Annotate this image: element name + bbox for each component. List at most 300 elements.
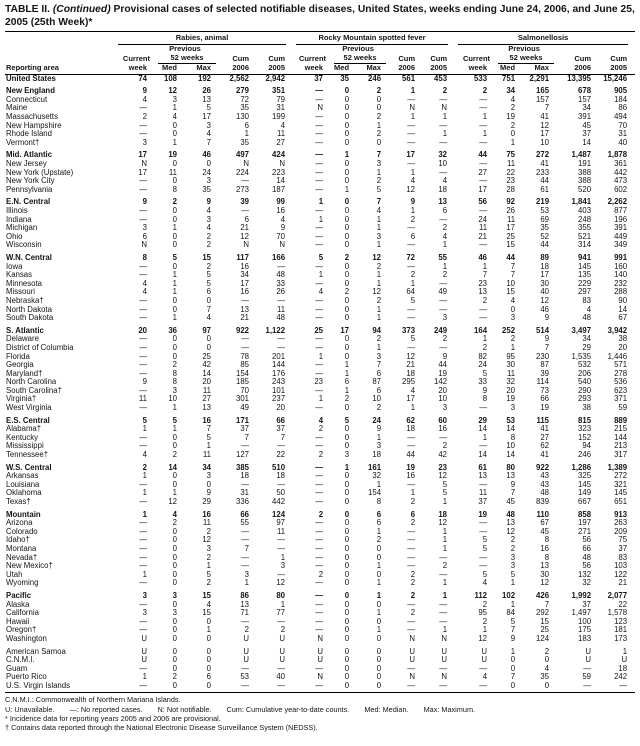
value-cell: 1,446 <box>607 351 628 361</box>
value-cell: — <box>139 351 147 361</box>
value-cell: 144 <box>272 360 286 370</box>
value-cell: — <box>315 240 324 250</box>
value-cell: 7 <box>206 304 211 314</box>
value-cell: 1 <box>510 342 516 352</box>
value-cell: 75 <box>506 150 516 160</box>
cum-label: Cum <box>232 54 249 64</box>
value-cell: 73 <box>540 385 550 395</box>
value-cell: 4 <box>410 176 416 186</box>
reporting-area-label: Reporting area <box>5 64 115 74</box>
value-cell: 3 <box>510 561 516 571</box>
value-cell: 12 <box>406 184 416 194</box>
value-cell: 34 <box>582 103 592 113</box>
value-cell: 3 <box>376 159 382 169</box>
value-cell: 991 <box>614 252 628 262</box>
value-cell: 31 <box>618 129 628 139</box>
value-cell: 110 <box>536 509 550 519</box>
value-cell: 3 <box>510 552 516 562</box>
value-cell: N <box>441 103 448 113</box>
value-cell: 64 <box>406 287 416 297</box>
value-cell: — <box>139 432 147 442</box>
value-cell: 4 <box>482 672 488 682</box>
value-cell: 0 <box>172 342 177 352</box>
value-cell: 5 <box>482 368 488 378</box>
value-cell: N <box>317 672 324 682</box>
reporting-area-cell: Oklahoma <box>6 488 42 498</box>
value-cell: 2,291 <box>529 73 550 83</box>
reporting-area-cell: Connecticut <box>6 94 48 104</box>
reporting-area-cell: Indiana <box>6 214 32 224</box>
value-cell: 102 <box>502 590 516 600</box>
previous-label: Previous <box>508 43 540 53</box>
value-cell: 0 <box>376 552 382 562</box>
value-cell: — <box>139 552 147 562</box>
reporting-area-cell: Idaho† <box>6 535 30 545</box>
value-cell: 1 <box>376 304 382 314</box>
value-cell: 11 <box>506 214 516 224</box>
value-cell: — <box>315 334 324 344</box>
value-cell: 371 <box>614 394 628 404</box>
value-cell: 3 <box>244 569 249 579</box>
value-cell: 18 <box>406 424 416 434</box>
value-cell: 355 <box>578 223 592 233</box>
value-cell: 40 <box>540 287 550 297</box>
value-cell: 0 <box>344 159 350 169</box>
value-cell: 0 <box>172 616 177 626</box>
value-cell: 61 <box>478 462 488 472</box>
disease-group-rmsf <box>293 33 455 45</box>
value-cell: — <box>277 441 286 451</box>
value-cell: — <box>277 663 286 673</box>
value-cell: 889 <box>614 415 628 425</box>
value-cell: 0 <box>344 240 350 250</box>
value-cell: 5 <box>142 415 147 425</box>
header-spacer <box>599 45 635 54</box>
header-spacer <box>293 45 331 54</box>
value-cell: 14 <box>506 450 516 460</box>
value-cell: 164 <box>474 325 488 335</box>
value-cell: 11 <box>202 385 211 395</box>
value-cell: — <box>439 295 448 305</box>
disease-group-label: Rabies, animal <box>118 33 286 45</box>
value-cell: 27 <box>478 167 488 177</box>
value-cell: 4 <box>410 385 416 395</box>
value-cell: 127 <box>235 450 249 460</box>
value-cell: 349 <box>614 240 628 250</box>
value-cell: 497 <box>235 150 249 160</box>
value-cell: 0 <box>376 137 382 147</box>
reporting-area-cell: Montana <box>6 543 37 553</box>
value-cell: — <box>407 137 416 147</box>
value-cell: — <box>241 342 249 352</box>
value-cell: 3 <box>142 590 147 600</box>
value-cell: 272 <box>614 471 628 481</box>
value-cell: U <box>243 633 249 643</box>
value-cell: 2 <box>482 599 488 609</box>
value-cell: 1 <box>376 479 382 489</box>
table-body <box>5 74 635 690</box>
value-cell: — <box>315 471 324 481</box>
value-cell: 0 <box>344 270 350 280</box>
value-cell: 1 <box>376 561 382 571</box>
area-header-spacer <box>5 33 115 64</box>
value-cell: 9 <box>206 197 211 207</box>
value-cell: 2 <box>510 535 516 545</box>
value-cell: — <box>439 569 448 579</box>
value-cell: 0 <box>344 231 350 241</box>
value-cell: 0 <box>344 471 350 481</box>
value-cell: 1 <box>376 526 382 536</box>
value-cell: 536 <box>614 377 628 387</box>
value-cell: 0 <box>172 625 177 635</box>
value-cell: 1 <box>172 278 177 288</box>
value-cell: — <box>139 518 147 528</box>
value-cell: 53 <box>540 206 550 215</box>
value-cell: 0 <box>206 633 211 643</box>
value-cell: 19 <box>168 150 177 160</box>
value-cell: — <box>277 479 286 489</box>
value-cell: 10 <box>372 394 382 404</box>
value-cell: 0 <box>344 509 350 519</box>
reporting-area-cell: W.N. Central <box>6 252 52 262</box>
value-cell: — <box>139 479 147 489</box>
value-cell: 18 <box>276 471 286 481</box>
value-cell: 97 <box>276 518 286 528</box>
value-cell: 2 <box>376 295 382 305</box>
value-cell: 8 <box>544 552 550 562</box>
value-cell: 9 <box>510 633 516 643</box>
table-bottom-rule <box>5 692 635 693</box>
value-cell: 32 <box>438 150 448 160</box>
value-cell: 2,077 <box>607 590 628 600</box>
value-cell: 6 <box>244 120 249 130</box>
value-cell: — <box>315 86 324 96</box>
value-cell: 13 <box>506 518 516 528</box>
value-cell: — <box>139 441 147 451</box>
value-cell: — <box>407 543 416 553</box>
value-cell: 2 <box>410 590 416 600</box>
value-cell: 1 <box>376 432 382 442</box>
value-cell: 5 <box>410 295 416 305</box>
value-cell: 19 <box>406 462 416 472</box>
value-cell: 1 <box>318 270 324 280</box>
value-cell: 1 <box>172 287 177 297</box>
value-cell: 1 <box>442 625 448 635</box>
footnote-provisional: * Incidence data for reporting years 2005 and 2006 are provisional. <box>5 713 221 723</box>
value-cell: 1 <box>244 129 249 139</box>
value-cell: 157 <box>536 94 550 104</box>
value-cell: 20 <box>202 377 211 387</box>
value-cell: 905 <box>614 86 628 96</box>
value-cell: 1 <box>172 270 177 280</box>
value-cell: 94 <box>372 325 382 335</box>
value-cell: 2 <box>172 518 177 528</box>
value-cell: 56 <box>478 197 488 207</box>
value-cell: 442 <box>272 497 286 506</box>
value-cell: 2,562 <box>229 73 249 83</box>
value-cell: 1 <box>482 261 488 271</box>
value-cell: 678 <box>578 86 592 96</box>
value-cell: 22 <box>506 167 516 177</box>
value-cell: 1 <box>442 112 448 122</box>
value-cell: 4 <box>206 129 211 139</box>
value-cell: 55 <box>438 252 448 262</box>
value-cell: 246 <box>368 73 382 83</box>
table-row <box>5 635 635 644</box>
value-cell: 173 <box>614 633 628 643</box>
value-cell: 29 <box>202 497 211 506</box>
value-cell: 0 <box>206 680 211 690</box>
value-cell: 30 <box>506 360 516 370</box>
med-label: Med <box>331 64 357 74</box>
value-cell: 38 <box>582 403 592 413</box>
value-cell: 9 <box>142 197 147 207</box>
value-cell: 0 <box>344 129 350 139</box>
value-cell: 23 <box>438 462 448 472</box>
table-row <box>5 682 635 691</box>
value-cell: 219 <box>536 197 550 207</box>
value-cell: 20 <box>276 403 286 413</box>
value-cell: — <box>315 663 324 673</box>
value-cell: 3 <box>142 137 147 147</box>
value-cell: 13,395 <box>567 73 592 83</box>
value-cell: 5 <box>482 543 488 553</box>
value-cell: 50 <box>276 488 286 498</box>
value-cell: 83 <box>582 295 592 305</box>
value-cell: 2 <box>318 424 324 434</box>
value-cell: 5 <box>482 535 488 545</box>
value-cell: 1 <box>376 608 382 618</box>
value-cell: 62 <box>540 441 550 451</box>
value-cell: 17 <box>540 129 550 139</box>
table-row <box>5 498 635 507</box>
value-cell: — <box>315 167 324 177</box>
value-cell: 0 <box>172 441 177 451</box>
value-cell: 0 <box>172 129 177 139</box>
value-cell: 0 <box>376 663 382 673</box>
value-cell: 1 <box>442 590 448 600</box>
value-cell: 66 <box>240 509 249 519</box>
value-cell: — <box>407 479 416 489</box>
value-cell: — <box>439 120 448 130</box>
value-cell: 3 <box>206 471 211 481</box>
value-cell: 0 <box>344 625 350 635</box>
value-cell: 5 <box>344 415 350 425</box>
value-cell: — <box>241 479 249 489</box>
value-cell: 12 <box>438 471 448 481</box>
value-cell: — <box>241 535 249 545</box>
reporting-area-cell: S. Atlantic <box>6 325 44 335</box>
value-cell: 1 <box>142 672 147 682</box>
value-cell: — <box>407 94 416 104</box>
value-cell: 1 <box>482 432 488 442</box>
value-cell: 61 <box>540 184 550 194</box>
value-cell: N <box>409 633 416 643</box>
reporting-area-cell: Hawaii <box>6 616 30 626</box>
value-cell: — <box>479 304 488 314</box>
value-cell: 7 <box>280 432 286 442</box>
value-cell: 23 <box>314 377 324 387</box>
value-cell: 249 <box>434 325 448 335</box>
value-cell: 201 <box>272 351 286 361</box>
value-cell: 1 <box>172 313 177 323</box>
value-cell: 7 <box>244 432 249 442</box>
value-cell: 3 <box>142 223 147 233</box>
value-cell: 2 <box>482 342 488 352</box>
reporting-area-cell: Oregon† <box>6 625 37 635</box>
value-cell: — <box>139 214 147 224</box>
title-prefix: TABLE II. <box>5 4 53 15</box>
value-cell: 49 <box>438 287 448 297</box>
value-cell: 0 <box>344 578 350 588</box>
value-cell: — <box>315 552 324 562</box>
value-cell: 89 <box>540 252 550 262</box>
value-cell: 20 <box>138 325 147 335</box>
value-cell: 0 <box>172 535 177 545</box>
value-cell: 7 <box>510 261 516 271</box>
value-cell: 70 <box>240 385 249 395</box>
value-cell: 145 <box>614 488 628 498</box>
value-cell: — <box>315 599 324 609</box>
value-cell: 17 <box>138 150 147 160</box>
value-cell: 224 <box>235 167 249 177</box>
value-cell: 453 <box>434 73 448 83</box>
value-cell: 12 <box>168 86 177 96</box>
reporting-area-cell: Wyoming <box>6 578 39 588</box>
value-cell: 6 <box>410 231 416 241</box>
value-cell: 46 <box>540 304 550 314</box>
value-cell: — <box>315 526 324 536</box>
reporting-area-cell: Puerto Rico <box>6 672 47 682</box>
value-cell: 561 <box>402 73 416 83</box>
value-cell: 34 <box>240 270 249 280</box>
value-cell: 66 <box>582 543 592 553</box>
value-cell: 0 <box>376 599 382 609</box>
value-cell: 1,578 <box>607 608 628 618</box>
value-cell: 839 <box>536 497 550 506</box>
reporting-area-cell: California <box>6 608 39 618</box>
value-cell: 17 <box>202 112 211 122</box>
value-cell: — <box>315 261 324 271</box>
value-cell: — <box>407 223 416 233</box>
value-cell: 21 <box>406 360 416 370</box>
value-cell: — <box>241 663 249 673</box>
value-cell: 0 <box>172 432 177 442</box>
value-cell: 44 <box>540 176 550 186</box>
value-cell: 34 <box>582 334 592 344</box>
cum-label: Cum <box>398 54 416 64</box>
value-cell: 7 <box>544 599 550 609</box>
value-cell: 0 <box>344 206 350 215</box>
value-cell: 36 <box>168 325 177 335</box>
reporting-area-cell: Pennsylvania <box>6 184 53 194</box>
value-cell: 11 <box>202 518 211 528</box>
value-cell: 12 <box>540 578 550 588</box>
value-cell: 0 <box>172 680 177 690</box>
value-cell: 1 <box>376 270 382 280</box>
value-cell: 3 <box>172 94 177 104</box>
value-cell: 9 <box>142 377 147 387</box>
value-cell: 185 <box>235 377 249 387</box>
value-cell: 12 <box>168 497 177 506</box>
value-cell: 317 <box>614 450 628 460</box>
value-cell: U <box>279 646 286 656</box>
value-cell: 0 <box>344 646 350 656</box>
value-cell: 35 <box>340 73 350 83</box>
value-cell: 0 <box>344 167 350 177</box>
value-cell: 2 <box>318 450 324 460</box>
value-cell: 16 <box>240 261 249 271</box>
value-cell: 87 <box>372 377 382 387</box>
value-cell: 95 <box>478 608 488 618</box>
reporting-area-cell: E.S. Central <box>6 415 50 425</box>
value-cell: 56 <box>582 535 592 545</box>
value-cell: 0 <box>172 295 177 305</box>
value-cell: 37 <box>314 73 324 83</box>
reporting-area-cell: North Carolina <box>6 377 57 387</box>
value-cell: 2 <box>344 394 350 404</box>
value-cell: 66 <box>540 394 550 404</box>
value-cell: 0 <box>172 655 177 665</box>
value-cell: — <box>315 441 324 451</box>
value-cell: 2 <box>172 672 177 682</box>
value-cell: 4 <box>510 295 516 305</box>
value-cell: 292 <box>536 608 550 618</box>
value-cell: — <box>241 334 249 344</box>
current-label: Current <box>122 54 150 64</box>
value-cell: — <box>479 403 488 413</box>
value-cell: 48 <box>276 313 286 323</box>
table-row <box>5 451 635 460</box>
value-cell: 17 <box>540 270 550 280</box>
value-cell: 6 <box>142 231 147 241</box>
reporting-area-cell: Michigan <box>6 223 38 233</box>
value-cell: 56 <box>582 561 592 571</box>
value-cell: 4 <box>318 287 324 297</box>
value-cell: 1 <box>142 424 147 434</box>
value-cell: 95 <box>506 351 516 361</box>
value-cell: 142 <box>434 377 448 387</box>
value-cell: 0 <box>172 578 177 588</box>
reporting-area-cell: Louisiana <box>6 479 40 489</box>
value-cell: — <box>241 561 249 571</box>
reporting-area-cell: Nebraska† <box>6 295 44 305</box>
weeks52-text: 52 weeks <box>334 54 386 64</box>
value-cell: 1 <box>442 240 448 250</box>
table-row <box>5 186 635 195</box>
value-cell: 1 <box>410 86 416 96</box>
value-cell: 6 <box>442 206 448 215</box>
value-cell: 11 <box>276 526 286 536</box>
weeks52-text: 52 weeks <box>498 54 554 64</box>
value-cell: 449 <box>614 231 628 241</box>
value-cell: 9 <box>510 479 516 489</box>
value-cell: 1 <box>442 129 448 139</box>
value-cell: U <box>141 655 147 665</box>
value-cell: 1 <box>280 552 286 562</box>
value-cell: — <box>139 497 147 506</box>
value-cell: 17 <box>406 394 416 404</box>
value-cell: 5 <box>510 616 516 626</box>
value-cell: 4 <box>482 578 488 588</box>
footnote-nedss: † Contains data reported through the National Electronic Disease Surveillance System (NEDSS). <box>5 723 318 733</box>
value-cell: 18 <box>438 184 448 194</box>
value-cell: 4 <box>172 509 177 519</box>
value-cell: 11 <box>506 159 516 169</box>
value-cell: 3 <box>172 385 177 395</box>
value-cell: 29 <box>582 342 592 352</box>
value-cell: 6 <box>206 287 211 297</box>
